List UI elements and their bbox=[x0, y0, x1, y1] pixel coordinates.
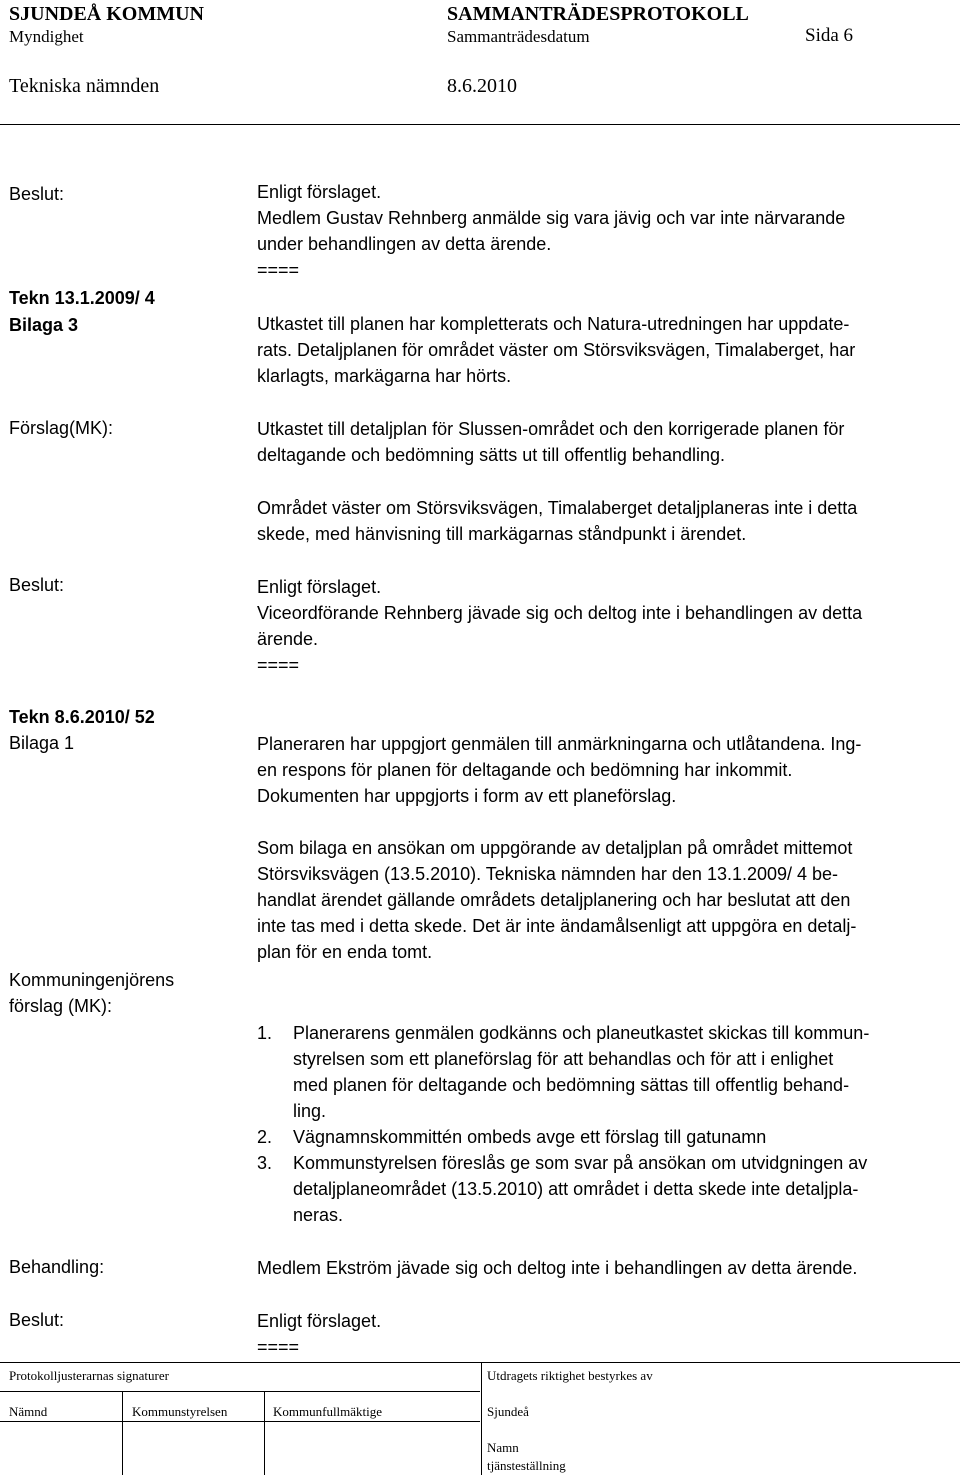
list-item: 2. Vägnamnskommittén ombeds avge ett förslag till gatunamn bbox=[257, 1127, 767, 1147]
authority-label: Myndighet bbox=[9, 27, 84, 46]
case-ref-1: Tekn 13.1.2009/ 4 bbox=[9, 288, 155, 308]
footer-top-rule bbox=[0, 1362, 960, 1363]
forslag-label: Förslag(MK): bbox=[9, 418, 114, 438]
doc-type: SAMMANTRÄDESPROTOKOLL bbox=[447, 3, 749, 25]
bilaga-1: Bilaga 3 bbox=[9, 315, 79, 335]
behandling-label: Behandling: bbox=[9, 1257, 105, 1277]
footer-col-rule-2 bbox=[264, 1391, 265, 1475]
bilaga-2: Bilaga 1 bbox=[9, 733, 75, 753]
section3-para1: Planeraren har uppgjort genmälen till anmärkningarna och utlåtandena. Ing- en respons för planen för deltagande och bedömning har inkommit. Dokumenten har uppgjorts i form av ett planeförslag. bbox=[257, 734, 862, 806]
org-name: SJUNDEÅ KOMMUN bbox=[9, 3, 204, 25]
extract-label: Utdragets riktighet bestyrkes av bbox=[487, 1368, 653, 1383]
behandling-text: Medlem Ekström jävade sig och deltog inte i behandlingen av detta ärende. bbox=[257, 1258, 858, 1278]
beslut-text-3: Enligt förslaget. ==== bbox=[257, 1311, 382, 1357]
name-label: Namn bbox=[487, 1440, 519, 1455]
col-kommunfullmaktige: Kommunfullmäktige bbox=[273, 1404, 383, 1419]
footer-col-rule-1 bbox=[122, 1391, 123, 1475]
footer-divider bbox=[481, 1362, 482, 1475]
section2-para1: Utkastet till planen har kompletterats och Natura-utredningen har uppdate- rats. Detaljplanen för området väster om Störsviksvägen, Timalaberget, har klarlagts, markägarna har hörts. bbox=[257, 314, 856, 386]
municipality: Sjundeå bbox=[487, 1404, 529, 1419]
section3-para2: Som bilaga en ansökan om uppgörande av detaljplan på området mittemot Störsviksvägen (13.5.2010). Tekniska nämnden har den 13.1.2009/ 4 be- handlat ärendet gällande områdets detaljplanering och har beslutat att den inte tas med i detta skede. Det är inte ändamålsenligt att uppgöra en detalj- plan för en enda tomt. bbox=[257, 838, 857, 962]
beslut-label-1: Beslut: bbox=[9, 184, 65, 204]
footer-mid-rule bbox=[0, 1391, 480, 1392]
beslut-label-3: Beslut: bbox=[9, 1310, 65, 1330]
date-label: Sammanträdesdatum bbox=[447, 27, 590, 46]
footer-row-rule bbox=[0, 1421, 480, 1422]
signatures-label: Protokolljusterarnas signaturer bbox=[9, 1368, 169, 1383]
case-ref-2: Tekn 8.6.2010/ 52 bbox=[9, 707, 155, 727]
col-kommunstyrelsen: Kommunstyrelsen bbox=[132, 1404, 228, 1419]
proposal-list bbox=[257, 1020, 957, 1228]
proposal-label: Kommuningenjörens förslag (MK): bbox=[9, 970, 175, 1016]
list-item: 1. Planerarens genmälen godkänns och planeutkastet skickas till kommun- styrelsen som ett planeförslag för att behandlas och för att i enlighet med planen för deltagande och bedömning sättas till offentlig behand- ling. bbox=[257, 1023, 870, 1121]
beslut-text-1: Enligt förslaget. Medlem Gustav Rehnberg anmälde sig vara jävig och var inte närvarande under behandlingen av detta ärende. ==== bbox=[257, 182, 846, 280]
section2-para3: Området väster om Störsviksvägen, Timalaberget detaljplaneras inte i detta skede, med hänvisning till markägarnas ståndpunkt i ärendet. bbox=[257, 498, 858, 544]
col-namnd: Nämnd bbox=[9, 1404, 48, 1419]
title-label: tjänsteställning bbox=[487, 1458, 566, 1473]
beslut-text-2: Enligt förslaget. Viceordförande Rehnberg jävade sig och deltog inte i behandlingen av detta ärende. ==== bbox=[257, 577, 863, 675]
beslut-label-2: Beslut: bbox=[9, 575, 65, 595]
list-item: 3. Kommunstyrelsen föreslås ge som svar på ansökan om utvidgningen av detaljplaneområdet (13.5.2010) att området i detta skede inte detaljpla- neras. bbox=[257, 1153, 868, 1225]
authority: Tekniska nämnden bbox=[9, 75, 160, 97]
page-number: Sida 6 bbox=[805, 25, 854, 46]
meeting-date: 8.6.2010 bbox=[447, 75, 517, 97]
section2-para2: Utkastet till detaljplan för Slussen-området och den korrigerade planen för deltagande och bedömning sätts ut till offentlig behandling. bbox=[257, 419, 845, 465]
header-divider bbox=[0, 124, 960, 125]
